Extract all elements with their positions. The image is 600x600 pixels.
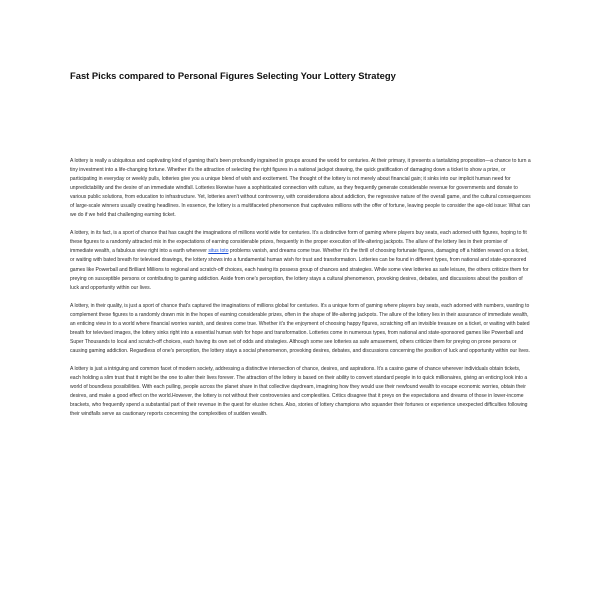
article-title: Fast Picks compared to Personal Figures Selecting Your Lottery Strategy [70,70,396,81]
article-paragraph-3: A lottery, in their quality, is just a sport of chance that's captured the imaginations of millions global for centuries. It's a unique form of gaming where players buy seats, each adorned with numbers, wanting to complement these figures to a randomly drawn mix in the hopes of earning considerable prizes, often in the shape of life-altering jackpots. The allure of the lottery lies in their assurance of immediate wealth, an enticing view in to a world where financial worries vanish, and desires come true. Whether it's the enjoyment of choosing happy figures, scratching off an invisible treasure on a ticket, or waiting with bated breath for televised images, the lottery sinks right into a essential human wish for hope and transformation. Lotteries come in numerous types, from national and state-sponsored games like Powerball and Super Thousands to local and scratch-off choices, each having its own set of odds and strategies. Although some see lotteries as safe amusement, others criticize them for preying on prone persons or causing gaming addiction. Regardless of one's perception, the lottery stays a social phenomenon, provoking desires, debates, and discussions concerning the position of luck and opportunity within our lives. [70,302,530,354]
paragraph-text-after-link: problems vanish, and dreams come true. Whether it's the thrill of choosing fortunate figures, damaging off a hidden reward on a ticket, or waiting with bated breath for televised drawings, the lottery shows into a fundamental human wish for trust and transformation. Lotteries can be found in different types, from national and state-sponsored games like Powerball and Brilliant Millions to regional and scratch-off choices, each having its possess group of chances and strategies. While some view lotteries as safe leisure, the others criticize them for preying on susceptible persons or contributing to gaming addiction. Aside from one's perception, the lottery stays a cultural phenomenon, provoking desires, debates, and discussions about the position of luck and opportunity within our lives. [70,248,529,291]
article-paragraph-4: A lottery is just a intriguing and common facet of modern society, addressing a distinctive intersection of chance, desires, and aspirations. It's a casino game of chance wherever individuals obtain tickets, each holding a slim trust that it might be the one to alter their lives forever. The attraction of the lottery is based on their ability to convert standard people in to quick millionaires, giving an enticing look into a world of boundless possibilities. With each pulling, people across the planet share in that collective daydream, imagining how they would use their newfound wealth to escape economic worries, obtain their desires, and make a good effect on the world.However, the lottery is not without their controversies and complexities. Critics disagree that it preys on the expectations and dreams of those in lower-income brackets, who frequently spend a substantial part of their revenue in the quest for elusive riches. Also, stories of lottery champions who squander their fortunes or experience unexpected difficulties following their windfalls serve as cautionary reports concerning the complexities of sudden wealth. [70,365,528,418]
article-body [70,157,532,428]
article-paragraph-2 [70,229,532,292]
article-paragraph-1: A lottery is really a ubiquitous and captivating kind of gaming that's been profoundly ingrained in groups around the world for centuries. At their primary, it presents a tantalizing proposition—a chance to turn a tiny investment into a life-changing fortune. Whether it's the attraction of selecting the right figures in a national jackpot drawing, the quick gratification of damaging down a ticket to show a prize, or participating in everyday or weekly pulls, lotteries give you a unique blend of wish and excitement. The thought of the lottery is not merely about financial gain; it sinks into our implicit human need for unpredictability and the desire of an immediate windfall. Lotteries likewise have a sophisticated connection with culture, as they frequently generate considerable revenue for governments and donate to various public solutions, from education to infrastructure. Yet, lotteries aren't without controversy, with considerations about addiction, the regressive nature of the overall game, and the cultural consequences of large-scale winners usually creating headlines. In essence, the lottery is a multifaceted phenomenon that captivates millions with the offer of fortune, leaving people to consider the age-old issue: What can we do if we held that challenging earning ticket. [70,158,531,219]
paragraph-text-before-link: A lottery, in its fact, is a sport of chance that has caught the imaginations of millions world wide for centuries. It's a distinctive form of gaming where players buy seats, each adorned with figures, hoping to fit these figures to a randomly attracted mix in the expectations of earning considerable prizes, frequently in the proper execution of life-altering jackpots. The allure of the lottery lies in their promise of immediate wealth, a fabulous view right into a earth wherever [70,230,527,255]
situs-toto-link[interactable]: situs toto [208,248,229,255]
